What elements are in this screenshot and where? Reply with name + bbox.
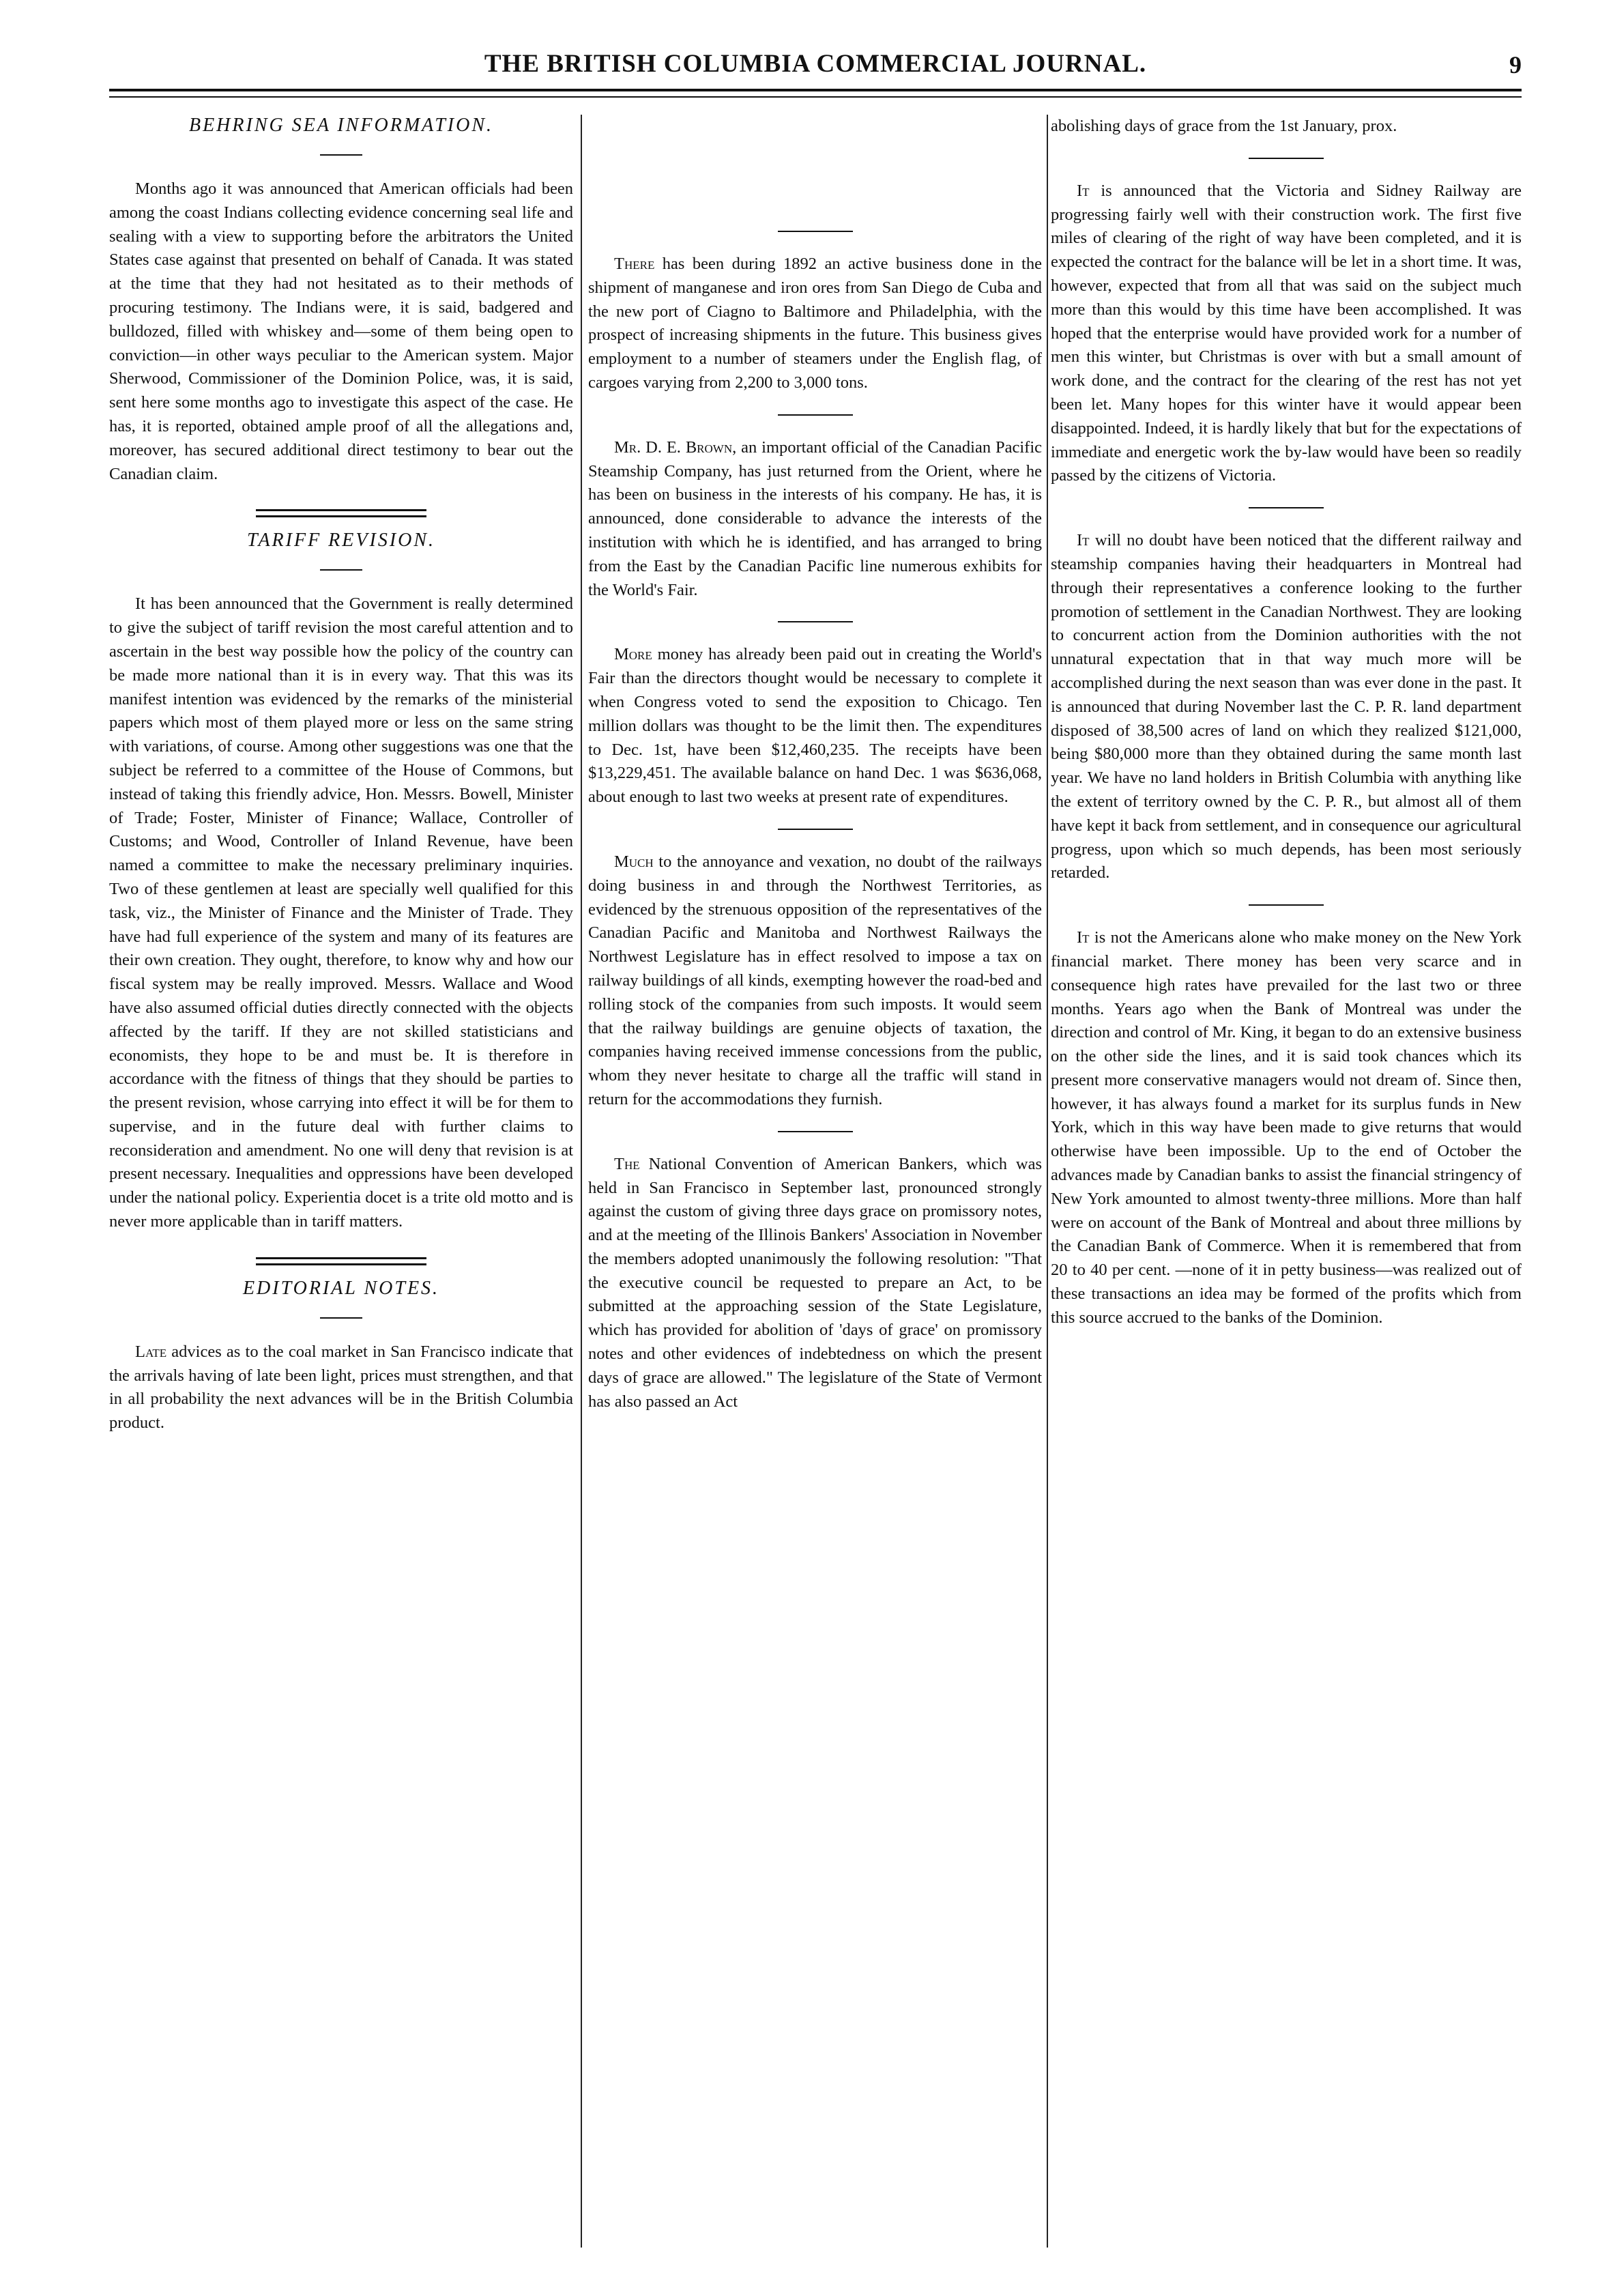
coal-note-body: advices as to the coal market in San Francisco indicate that the arrivals having of late been light, prices must strengthen, and that in all probability the next advances will be in the British Columbia product.	[109, 1342, 573, 1433]
note-separator	[778, 621, 853, 622]
railway-tax-note	[588, 850, 1042, 1112]
note-separator	[1249, 507, 1324, 508]
settlement-note-lead: It	[1077, 531, 1090, 550]
tariff-article: It has been announced that the Government is really determined to give the subject of tariff revision the most careful attention and to ascertain in the best way possible how the policy of the country can be made more national than it is in every way. That this was its manifest intention was evidenced by the remarks of the ministerial papers which most of them played more or less on the same string with variations, of course. Among other suggestions was one that the subject be referred to a committee of the House of Commons, but instead of taking this friendly advice, Hon. Messrs. Bowell, Minister of Trade; Foster, Minister of Finance; Wallace, Controller of Customs; and Wood, Controller of Inland Revenue, have been named a committee to make the necessary preliminary inquiries. Two of these gentlemen at least are specially well qualified for this task, viz., the Minister of Finance and the Minister of Trade. They have had full experience of the system and many of its features are their own creation. They ought, therefore, to know why and how our fiscal system may be really improved. Messrs. Wallace and Wood have also assumed official duties directly connected with the objects affected by the tariff. If they are not skilled statisticians and economists, they hope to be and must be. It is therefore in accordance with the fitness of things that they should be parties to the present revision, whose carrying into effect it will be for them to supervise, and in the future deal with further claims to reconsideration and amendment. No one will deny that revision is at present necessary. Inequalities and oppressions have been developed under the national policy. Experientia docet is a trite old motto and is never more applicable than in tariff matters.	[109, 594, 573, 1231]
bankers-note	[588, 1153, 1042, 1414]
finance-note-body: is not the Americans alone who make money on the New York financial market. There money has been very scarce and in consequence high rates have prevailed for the last two or three months. Years ago when the Bank of Montreal was under the direction and control of Mr. King, it began to do an extensive business on the other side the lines, and it is said took chances which its present more conservative managers would not dream of. Since then, however, it has always found a market for its surplus funds in New York, which in this way have been made to give returns that would otherwise have been impossible. Up to the end of October the advances made by Canadian banks to assist the financial stringency of New York amounted to almost twenty-three millions. More than half were on account of the Bank of Montreal and about three millions by the Canadian Bank of Commerce. When it is remembered that from 20 to 40 per cent. —none of it in petty business—was realized out of these transactions an idea may be formed of the profits which from this source accrued to the banks of the Dominion.	[1051, 928, 1522, 1327]
victoria-railway-note-lead: It	[1077, 181, 1090, 200]
brown-note-body: an important official of the Canadian Pacific Steamship Company, has just returned from the Orient, where he has been on business in the interests of his company. He has, it is announced, done considerable to advance the interests of the institution with which he is identified, and has arranged to bring from the East by the Canadian Pacific line numerous exhibits for the World's Fair.	[588, 437, 1042, 599]
railway-tax-note-body: to the annoyance and vexation, no doubt of the railways doing business in and through the Northwest Territories, as evidenced by the strenuous opposition of the representatives of the Canadian Pacific and Manitoba and Northwest Railways the Northwest Legislature has in effect resolved to impose a tax on railway buildings of all kinds, exempting however the road-bed and rolling stock of the companies from such imposts. It would seem that the railway buildings are genuine objects of taxation, the companies having received immense concessions from the public, whom they never hesitate to charge all the traffic will stand in return for the accommodations they furnish.	[588, 852, 1042, 1108]
finance-note	[1051, 926, 1522, 1330]
coal-note-lead: Late	[135, 1342, 167, 1361]
header-rule-thick	[109, 89, 1522, 91]
note-separator	[1249, 158, 1324, 159]
column-divider-2	[1047, 115, 1048, 2248]
behring-article: Months ago it was announced that American officials had been among the coast Indians collecting evidence concerning seal life and sealing with a view to supporting before the arbitrators the United States case against that presented on behalf of Canada. It was stated at the time that they had not hesitated as to their methods of procuring testimony. The Indians were, it is said, badgered and bulldozed, filled with whiskey and—some of them being open to conviction—in other ways peculiar to the American system. Major Sherwood, Commissioner of the Dominion Police, was, it is said, sent here some months ago to investigate this aspect of the case. He has, it is reported, obtained ample proof of all the allegations and, moreover, has secured additional direct testimony to bear out the Canadian claim.	[109, 180, 573, 483]
bankers-note-continued: abolishing days of grace from the 1st January, prox.	[1051, 117, 1397, 135]
editorial-heading: EDITORIAL NOTES.	[242, 1277, 440, 1299]
page-number: 9	[1509, 51, 1522, 78]
victoria-railway-note-body: is announced that the Victoria and Sidney Railway are progressing fairly well with their construction work. The first five miles of clearing of the right of way have been completed, and it is expected the contract for the balance will be let in a short time. It was, however, expected that from all that was said on the subject much more than this would by this time have been accomplished. It was hoped that the enterprise would have provided work for a number of men this winter, but Christmas is over with but a small amount of work done, and the contract for the clearing of the rest has not yet been let. Many hopes for this winter have it would appear been disappointed. Indeed, it is hardly likely that but for the expectations of immediate and energetic work the by-law would have been so readily passed by the citizens of Victoria.	[1051, 181, 1522, 485]
manganese-note-body: has been during 1892 an active business done in the shipment of manganese and iron ores from San Diego de Cuba and the new port of Ciagno to Baltimore and Philadelphia, with the prospect of increasing shipments in the future. This business gives employment to a number of steamers under the English flag, of cargoes varying from 2,200 to 3,000 tons.	[588, 255, 1042, 392]
heading-dash	[320, 1317, 362, 1319]
section-rule	[256, 1257, 426, 1265]
brown-note-lead: Mr. D. E. Brown,	[614, 437, 737, 457]
column-2	[588, 115, 1042, 2244]
worlds-fair-note-lead: More	[614, 645, 652, 664]
bankers-note-body: National Convention of American Bankers, which was held in San Francisco in September last, pronounced strongly against the custom of giving three days grace on promissory notes, and at the meeting of the Illinois Bankers' Association in November the members adopted unanimously the following resolution: "That the executive council be requested to prepare an Act, to be submitted at the approaching session of the State Legislature, which has provided for abolition of 'days of grace' on promissory notes and other evidences of indebtedness on which the present days of grace are allowed." The legislature of the State of Vermont has also passed an Act	[588, 1154, 1042, 1411]
section-rule	[256, 509, 426, 517]
column-1	[109, 115, 573, 2244]
note-separator	[778, 231, 853, 232]
settlement-note	[1051, 529, 1522, 885]
note-separator	[778, 829, 853, 830]
heading-dash	[320, 154, 362, 156]
bankers-note-lead: The	[614, 1154, 640, 1173]
railway-tax-note-lead: Much	[614, 852, 654, 871]
worlds-fair-note-body: money has already been paid out in creating the World's Fair than the directors thought would be necessary to complete it when Congress voted to send the exposition to Chicago. Ten million dollars was thought to be the limit then. The expenditures to Dec. 1st, have been $12,460,235. The receipts have been $13,229,451. The available balance on hand Dec. 1 was $636,068, about enough to last two weeks at present rate of expenditures.	[588, 645, 1042, 807]
settlement-note-body: will no doubt have been noticed that the different railway and steamship companies having their headquarters in Montreal had through their representatives a conference looking to the further promotion of settlement in the Canadian Northwest. They are looking to concurrent action from the Dominion authorities with the not unnatural expectation that in that way much more will be accomplished during the next season than was ever done in the past. It is announced that during November last the C. P. R. land department disposed of 38,500 acres of land on which they realized $121,000, being $80,000 more than they obtained during the same month last year. We have no land holders in British Columbia with anything like the extent of territory owned by the C. P. R., but almost all of them have kept it back from settlement, and in consequence our agricultural progress, upon which so much depends, has been most seriously retarded.	[1051, 531, 1522, 882]
finance-note-lead: It	[1077, 928, 1090, 947]
heading-dash	[320, 569, 362, 571]
manganese-note	[588, 253, 1042, 395]
coal-note	[109, 1340, 573, 1435]
column-3	[1051, 115, 1522, 2244]
journal-title: THE BRITISH COLUMBIA COMMERCIAL JOURNAL.	[484, 50, 1147, 78]
behring-heading: BEHRING SEA INFORMATION.	[188, 115, 494, 136]
column-divider-1	[581, 115, 582, 2248]
tariff-heading: TARIFF REVISION.	[246, 530, 436, 551]
manganese-note-lead: There	[614, 255, 655, 273]
note-separator	[778, 1131, 853, 1132]
victoria-railway-note	[1051, 180, 1522, 488]
page-header	[109, 49, 1522, 90]
header-rule-thin	[109, 96, 1522, 98]
brown-note	[588, 436, 1042, 603]
note-separator	[778, 414, 853, 416]
worlds-fair-note	[588, 643, 1042, 809]
note-separator	[1249, 904, 1324, 906]
